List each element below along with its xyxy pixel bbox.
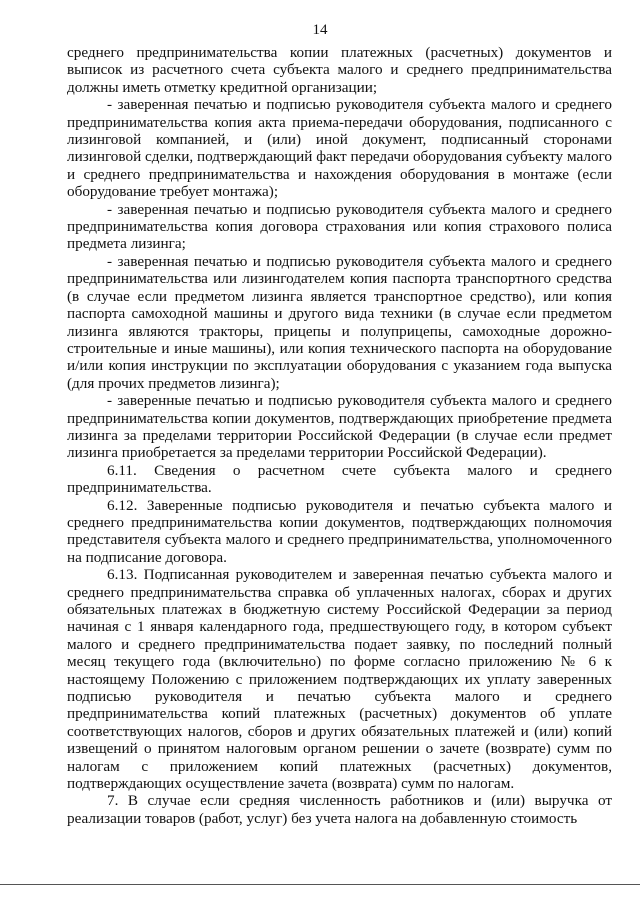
paragraph-vehicle-passport-copy: - заверенная печатью и подписью руководителя субъекта малого и среднего предпринимательства или лизингодателем копия паспорта транспортного средства (в случае если предметом лизинга является транспортное средство), или копия паспорта самоходной машины и другого вида техники (в случае если предметом лизинга являются тракторы, прицепы и полуприцепы, самоходные дорожно-строительные и иные машины), или копия технического паспорта на оборудование и/или копия инструкции по эксплуатации оборудования с указанием года выпуска (для прочих предметов лизинга); <box>67 252 612 392</box>
page-number: 14 <box>312 22 328 38</box>
paragraph-foreign-acquisition-docs: - заверенные печатью и подписью руководителя субъекта малого и среднего предпринимательства копии документов, подтверждающих приобретение предмета лизинга за пределами территории Российской Федерации (в случае если предмет лизинга приобретается за пределами территории Российской Федерации). <box>67 392 612 462</box>
scan-edge-divider <box>0 884 640 885</box>
document-body <box>67 44 612 827</box>
paragraph-6-13: 6.13. Подписанная руководителем и заверенная печатью субъекта малого и среднего предпринимательства справка об уплаченных налогах, сборах и других обязательных платежах в бюджетную систему Российской Федерации за период начиная с 1 января календарного года, предшествующего году, в котором субъект малого и среднего предпринимательства подает заявку, по последний полный месяц текущего года (включительно) по форме согласно приложению № 6 к настоящему Положению с приложением подтверждающих их уплату заверенных подписью руководителя и печатью субъекта малого и среднего предпринимательства копий платежных (расчетных) документов об уплате соответствующих налогов, сборов и других обязательных платежей и (или) копий извещений о принятом налоговым органом решении о зачете (возврате) сумм по налогам с приложением копий платежных (расчетных) документов, подтверждающих осуществление зачета (возврата) сумм по налогам. <box>67 566 612 793</box>
paragraph-6-12: 6.12. Заверенные подписью руководителя и печатью субъекта малого и среднего предпринимательства копии документов, подтверждающих полномочия представителя субъекта малого и среднего предпринимательства, уполномоченного на подписание договора. <box>67 496 612 566</box>
paragraph-insurance-copy: - заверенная печатью и подписью руководителя субъекта малого и среднего предпринимательства копия договора страхования или копия страхового полиса предмета лизинга; <box>67 200 612 253</box>
paragraph-7: 7. В случае если средняя численность работников и (или) выручка от реализации товаров (работ, услуг) без учета налога на добавленную стоимость <box>67 792 612 827</box>
paragraph-6-11: 6.11. Сведения о расчетном счете субъекта малого и среднего предпринимательства. <box>67 461 612 497</box>
paragraph-acceptance-act-copy: - заверенная печатью и подписью руководителя субъекта малого и среднего предпринимательства копия акта приема-передачи оборудования, подписанного с лизинговой компанией, и (или) иной документ, подписанный сторонами лизинговой сделки, подтверждающий факт передачи оборудования субъекту малого и среднего предпринимательства и нахождения оборудования в монтаже (если оборудование требует монтажа); <box>67 96 612 201</box>
paragraph-bank-statement-requirement: среднего предпринимательства копии платежных (расчетных) документов и выписок из расчетного счета субъекта малого и среднего предпринимательства должны иметь отметку кредитной организации; <box>67 44 612 96</box>
